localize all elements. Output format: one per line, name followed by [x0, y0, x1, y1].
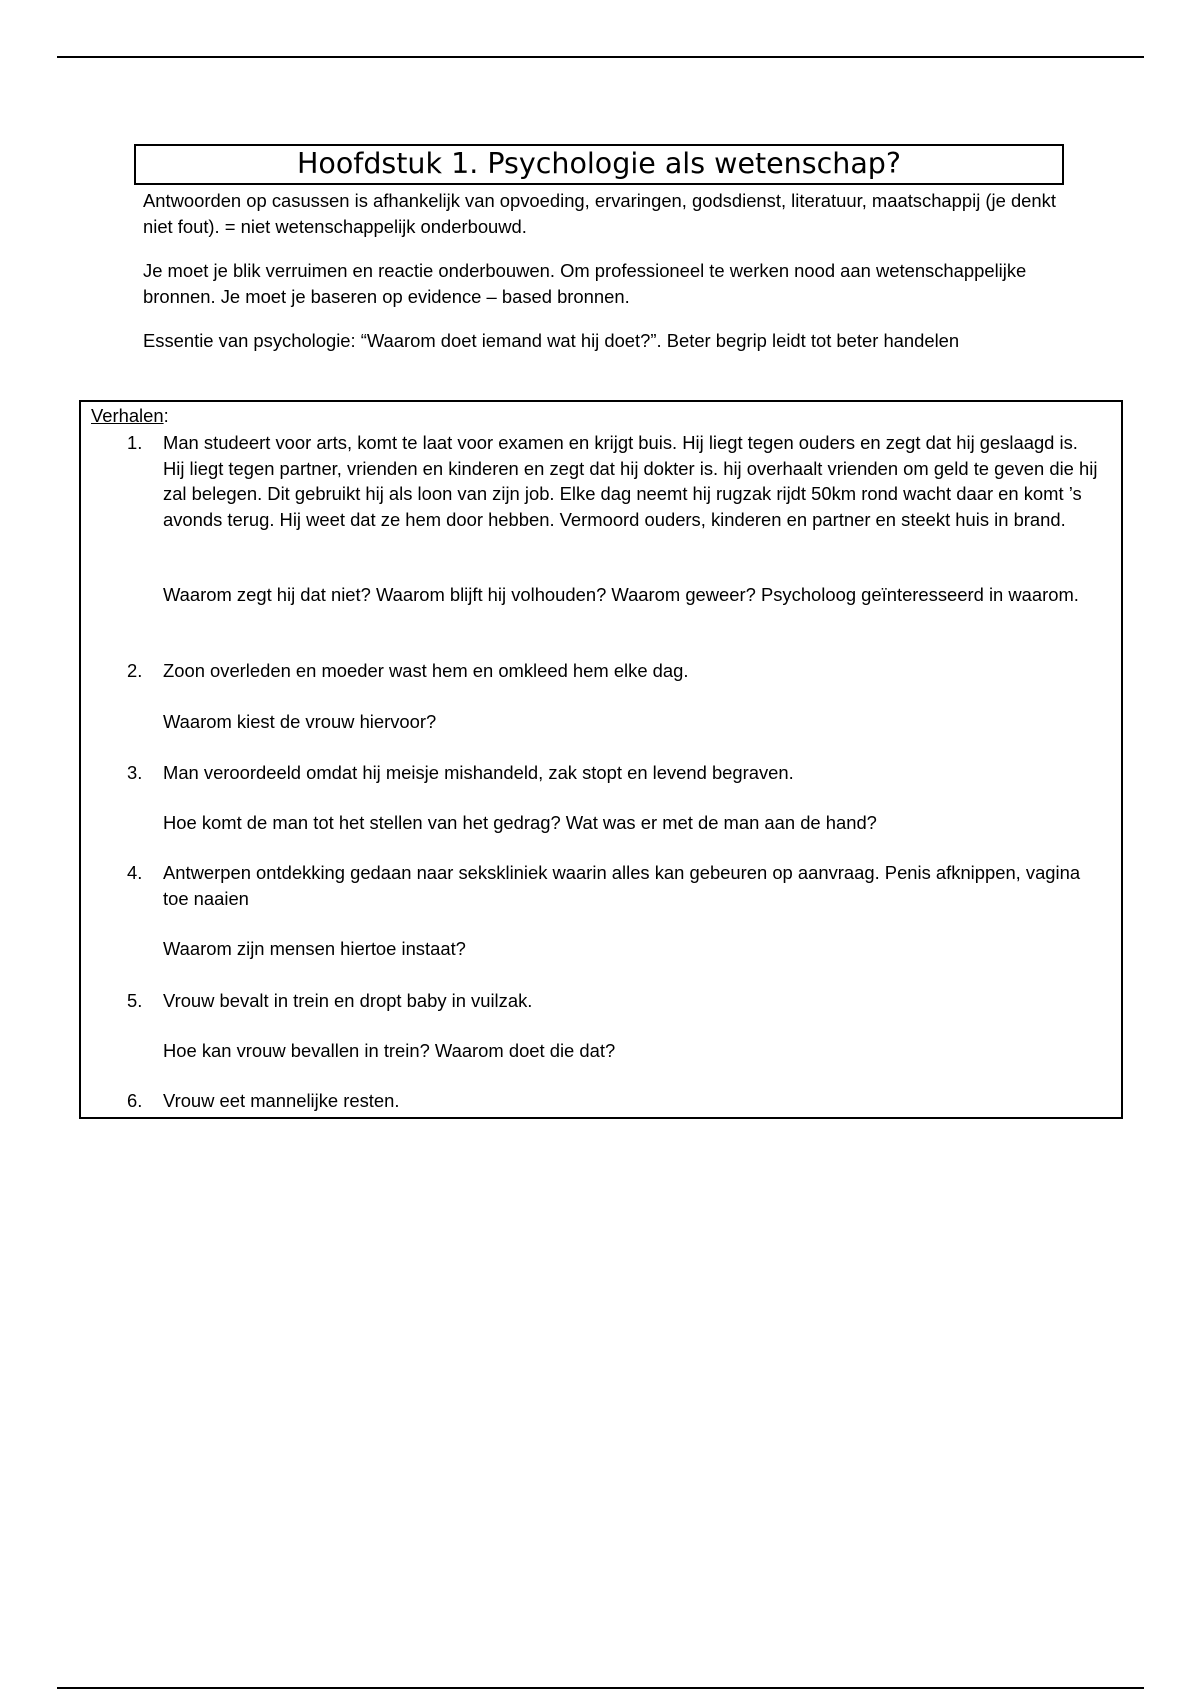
intro-paragraph-3: Essentie van psychologie: “Waarom doet iemand wat hij doet?”. Beter begrip leidt tot beter handelen	[143, 330, 960, 351]
story-question: Hoe kan vrouw bevallen in trein? Waarom doet die dat?	[163, 1040, 616, 1061]
story-text: Antwerpen ontdekking gedaan naar sekskliniek waarin alles kan gebeuren op aanvraag. Penis afknippen, vagina toe naaien	[163, 862, 1081, 909]
story-number: 3.	[127, 762, 143, 783]
story-text: Man studeert voor arts, komt te laat voor examen en krijgt buis. Hij liegt tegen ouders en zegt dat hij geslaagd is. Hij liegt tegen partner, vrienden en kinderen en zegt dat hij dokter is. hij overhaalt vrienden om geld te geven die hij zal belegen. Dit gebruikt hij als loon van zijn job. Elke dag neemt hij rugzak rijdt 50km rond wacht daar en komt ’s avonds terug. Hij weet dat ze hem door hebben. Vermoord ouders, kinderen en partner en steekt huis in brand.	[163, 432, 1098, 530]
story-text: Vrouw bevalt in trein en dropt baby in vuilzak.	[163, 990, 533, 1011]
stories-heading-label: Verhalen	[91, 405, 164, 426]
story-text: Vrouw eet mannelijke resten.	[163, 1090, 400, 1111]
stories-heading	[91, 404, 169, 428]
chapter-title: Hoofdstuk 1. Psychologie als wetenschap?	[296, 147, 902, 181]
story-number: 5.	[127, 990, 143, 1011]
story-question: Waarom zijn mensen hiertoe instaat?	[163, 938, 466, 959]
story-question: Waarom kiest de vrouw hiervoor?	[163, 711, 437, 732]
page-bottom-rule	[57, 1687, 1144, 1689]
stories-heading-colon: :	[163, 405, 169, 426]
story-question: Hoe komt de man tot het stellen van het gedrag? Wat was er met de man aan de hand?	[163, 812, 877, 833]
story-question: Waarom zegt hij dat niet? Waarom blijft hij volhouden? Waarom geweer? Psycholoog geïnteresseerd in waarom.	[163, 584, 1079, 605]
story-text: Man veroordeeld omdat hij meisje mishandeld, zak stopt en levend begraven.	[163, 762, 794, 783]
chapter-title-box	[134, 144, 1064, 185]
story-number: 4.	[127, 862, 143, 883]
intro-paragraph-1: Antwoorden op casussen is afhankelijk van opvoeding, ervaringen, godsdienst, literatuur, maatschappij (je denkt niet fout). = niet wetenschappelijk onderbouwd.	[143, 190, 1056, 237]
page-top-rule	[57, 56, 1144, 58]
story-text: Zoon overleden en moeder wast hem en omkleed hem elke dag.	[163, 660, 689, 681]
stories-box	[79, 400, 1123, 1119]
intro-paragraph-2: Je moet je blik verruimen en reactie onderbouwen. Om professioneel te werken nood aan wetenschappelijke bronnen. Je moet je baseren op evidence – based bronnen.	[143, 260, 1027, 307]
story-number: 1.	[127, 432, 143, 453]
story-number: 2.	[127, 660, 143, 681]
story-number: 6.	[127, 1090, 143, 1111]
